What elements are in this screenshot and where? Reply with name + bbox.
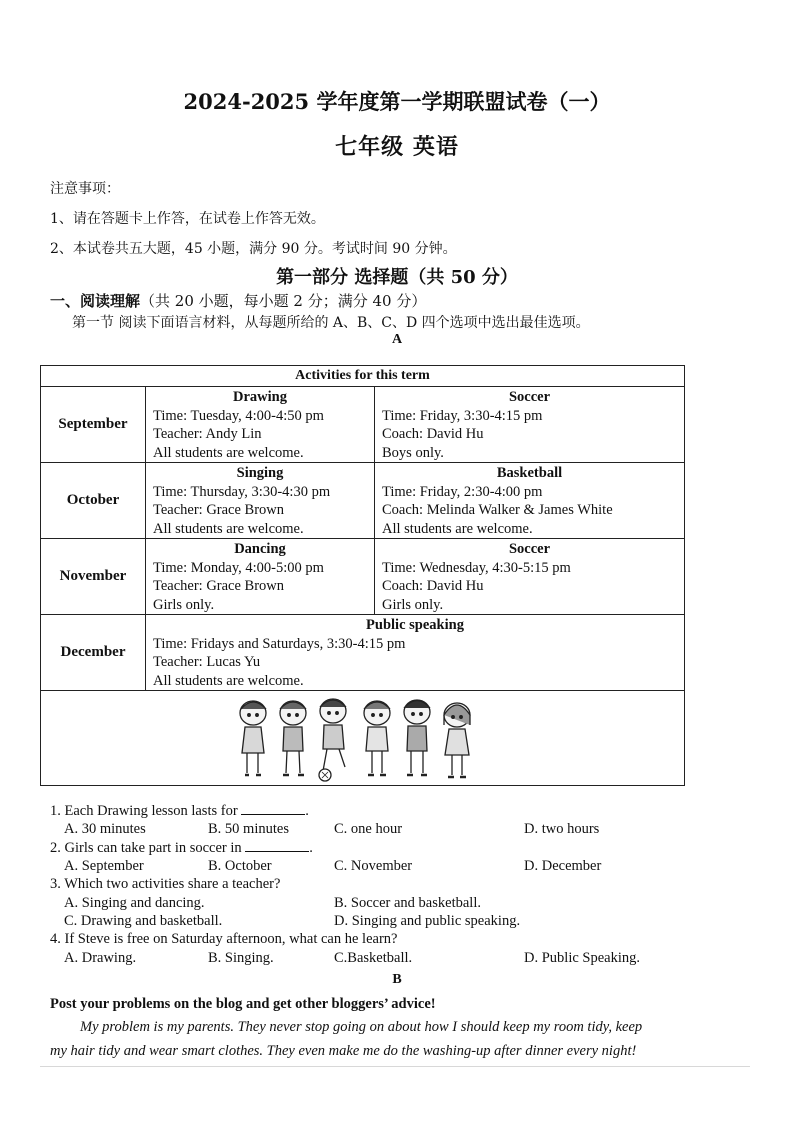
activity-time: Time: Friday, 2:30-4:00 pm — [382, 483, 543, 500]
activity-note: Girls only. — [153, 596, 215, 613]
question-end: . — [309, 840, 313, 856]
child-figure — [319, 699, 346, 781]
activity-note: Girls only. — [382, 596, 444, 613]
question-stem: 2. Girls can take part in soccer in — [50, 840, 242, 856]
child-figure — [280, 701, 306, 775]
passage-b-letter: B — [392, 972, 402, 987]
option-b: B. Singing. — [208, 950, 274, 966]
activity-name: Singing — [236, 465, 284, 481]
activity-name: Dancing — [234, 541, 286, 557]
table-row — [41, 463, 685, 539]
option-a: A. Singing and dancing. — [64, 895, 205, 911]
option-d: D. Singing and public speaking. — [334, 913, 521, 929]
option-c: C. November — [334, 858, 413, 874]
question-3: 3. Which two activities share a teacher? — [50, 876, 281, 892]
option-a: A. 30 minutes — [64, 821, 146, 837]
month-cell: October — [41, 463, 146, 539]
option-b: B. Soccer and basketball. — [334, 895, 481, 911]
activity-time: Time: Tuesday, 4:00-4:50 pm — [153, 407, 324, 424]
activity-cell — [375, 539, 685, 615]
option-c: C. one hour — [334, 821, 403, 837]
blog-paragraph-line-1: My problem is my parents. They never stop going on about how I should keep my room tidy, keep — [80, 1019, 643, 1035]
option-c: C. Drawing and basketball. — [64, 913, 223, 929]
answer-blank — [241, 802, 305, 815]
activity-time: Time: Wednesday, 4:30-5:15 pm — [382, 559, 571, 576]
blog-paragraph-line-2: my hair tidy and wear smart clothes. They even make me do the washing-up after dinner every night! — [50, 1043, 637, 1059]
question-4: 4. If Steve is free on Saturday afternoon, what can he learn? — [50, 931, 398, 947]
activity-name: Public speaking — [366, 617, 464, 633]
answer-blank — [245, 839, 309, 852]
passage-a-letter: A — [391, 332, 403, 347]
option-d: D. Public Speaking. — [524, 950, 640, 966]
question-stem: 1. Each Drawing lesson lasts for — [50, 803, 238, 819]
activity-time: Time: Friday, 3:30-4:15 pm — [382, 407, 543, 424]
question-2 — [50, 839, 313, 857]
activity-teacher: Teacher: Andy Lin — [153, 426, 262, 442]
option-b: B. October — [208, 858, 272, 874]
illustration-cell — [41, 691, 685, 786]
activity-teacher: Teacher: Grace Brown — [153, 578, 285, 594]
activity-cell — [375, 463, 685, 539]
child-figure — [444, 703, 470, 777]
option-a: A. Drawing. — [64, 950, 137, 966]
option-d: D. two hours — [524, 821, 600, 837]
table-row — [41, 387, 685, 463]
table-row — [41, 539, 685, 615]
note-item-1: 1、请在答题卡上作答，在试卷上作答无效。 — [50, 211, 325, 227]
question-1 — [50, 802, 309, 820]
activity-name: Basketball — [496, 465, 563, 481]
activity-cell — [146, 615, 685, 691]
part-one-heading: 第一部分 选择题（共 50 分） — [276, 267, 518, 288]
table-heading: Activities for this term — [41, 366, 685, 387]
month-cell: September — [41, 387, 146, 463]
blog-title: Post your problems on the blog and get other bloggers’ advice! — [50, 996, 436, 1012]
activity-note: All students are welcome. — [153, 520, 304, 537]
month-cell: November — [41, 539, 146, 615]
activity-name: Soccer — [508, 541, 551, 557]
activity-time: Time: Monday, 4:00-5:00 pm — [153, 559, 324, 576]
option-d: D. December — [524, 858, 602, 874]
activity-cell — [375, 387, 685, 463]
activity-cell — [146, 463, 375, 539]
child-figure — [404, 700, 430, 775]
table-row — [41, 615, 685, 691]
child-figure — [240, 701, 266, 775]
children-illustration — [41, 691, 684, 785]
activity-teacher: Teacher: Grace Brown — [153, 502, 285, 518]
exam-title: 2024-2025 学年度第一学期联盟试卷（一） — [183, 89, 611, 114]
exam-subtitle: 七年级 英语 — [335, 134, 459, 160]
option-c: C.Basketball. — [334, 950, 413, 966]
notes-heading: 注意事项： — [50, 181, 120, 197]
activity-note: Boys only. — [382, 444, 444, 461]
question-end: . — [305, 803, 309, 819]
page-bottom-divider — [40, 1066, 750, 1067]
section-one-heading — [50, 290, 426, 311]
activities-table — [40, 365, 685, 786]
activity-name: Soccer — [508, 389, 551, 405]
note-item-2: 2、本试卷共五大题，45 小题，满分 90 分。考试时间 90 分钟。 — [50, 241, 457, 257]
activity-note: All students are welcome. — [382, 520, 533, 537]
activity-cell — [146, 387, 375, 463]
activity-teacher: Coach: David Hu — [382, 578, 484, 594]
section-one-label: 一、阅读理解 — [50, 292, 141, 310]
activity-name: Drawing — [233, 389, 287, 405]
option-a: A. September — [64, 858, 144, 874]
child-figure — [364, 701, 390, 775]
activity-teacher: Coach: David Hu — [382, 426, 484, 442]
activity-teacher: Coach: Melinda Walker & James White — [382, 502, 613, 518]
month-cell: December — [41, 615, 146, 691]
activity-note: All students are welcome. — [153, 672, 304, 689]
activity-cell — [146, 539, 375, 615]
activity-time: Time: Thursday, 3:30-4:30 pm — [153, 483, 331, 500]
option-b: B. 50 minutes — [208, 821, 289, 837]
activity-note: All students are welcome. — [153, 444, 304, 461]
section-one-detail: （共 20 小题，每小题 2 分；满分 40 分） — [140, 292, 427, 310]
section-one-instruction: 第一节 阅读下面语言材料，从每题所给的 A、B、C、D 四个选项中选出最佳选项。 — [72, 315, 590, 331]
activity-time: Time: Fridays and Saturdays, 3:30-4:15 pm — [153, 635, 406, 652]
activity-teacher: Teacher: Lucas Yu — [153, 654, 261, 670]
